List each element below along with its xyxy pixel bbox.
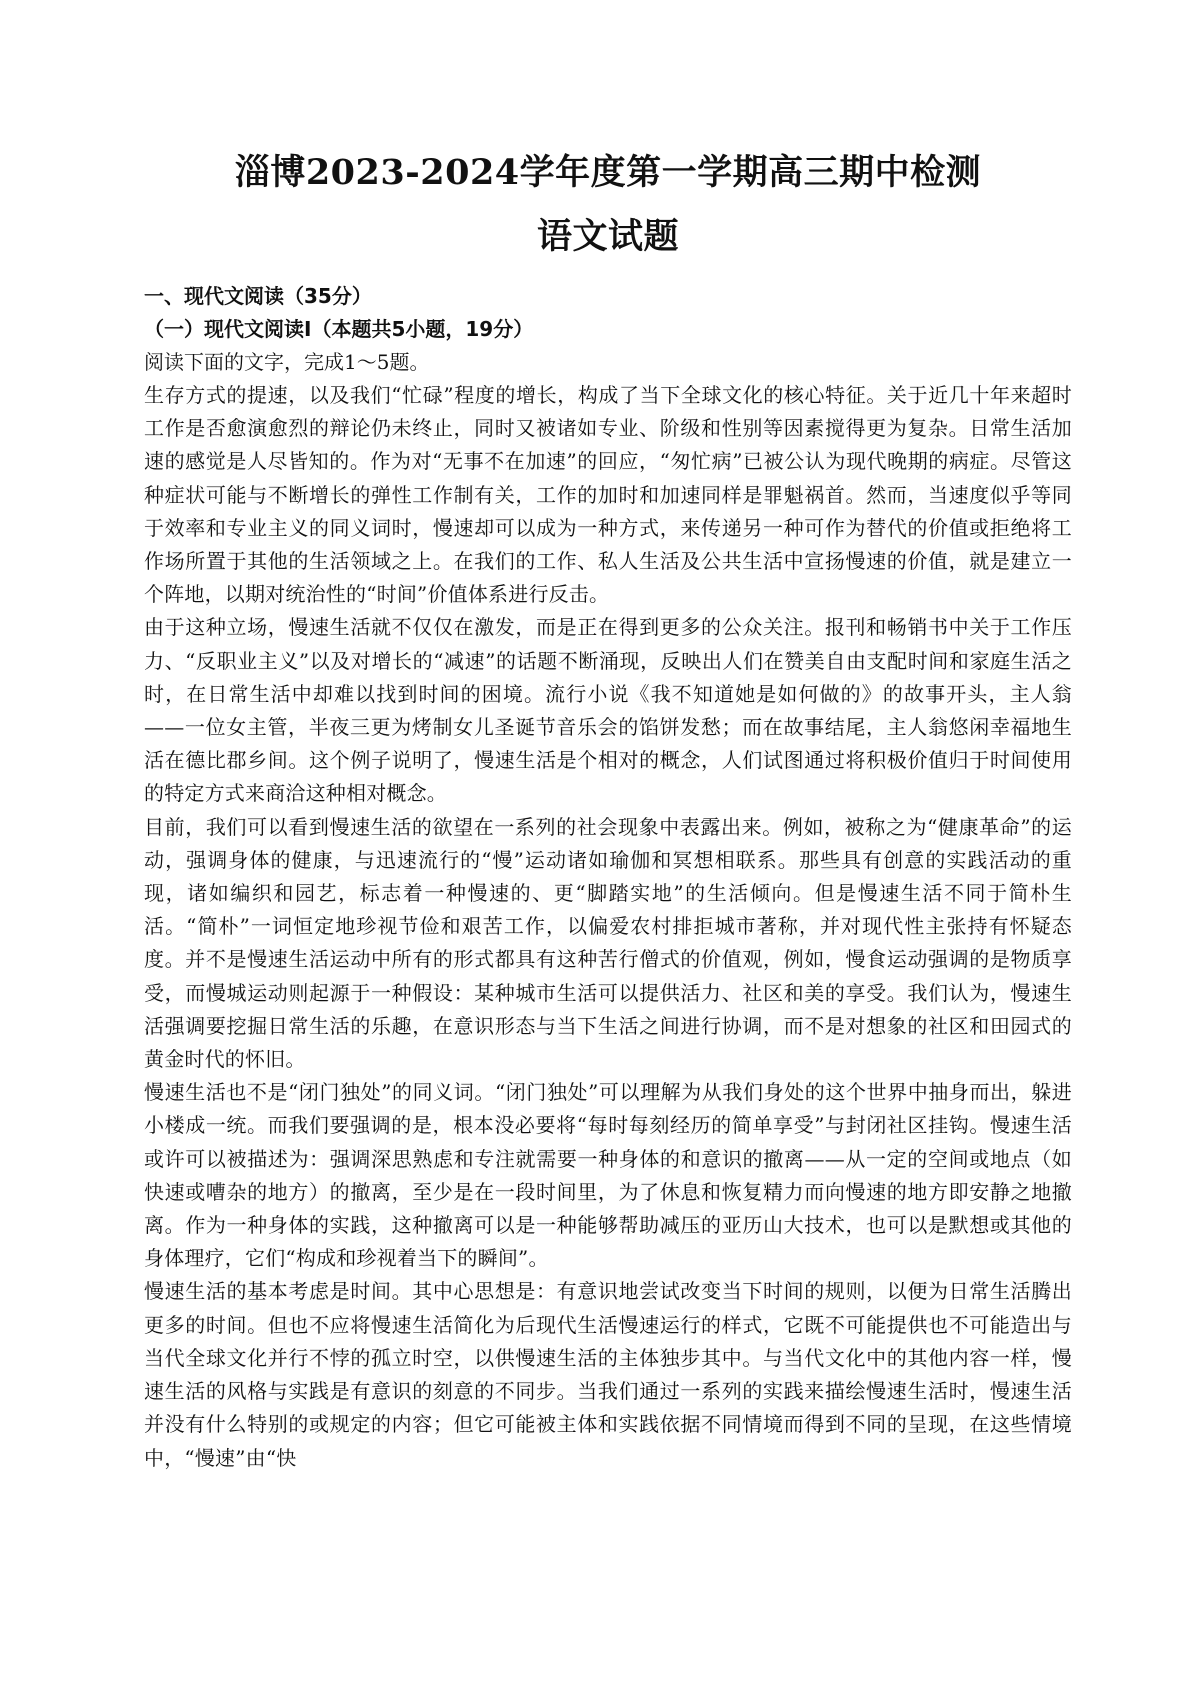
passage-paragraph: 目前，我们可以看到慢速生活的欲望在一系列的社会现象中表露出来。例如，被称之为“健康革命”的运动，强调身体的健康，与迅速流行的“慢”运动诸如瑜伽和冥想相联系。那些具有创意的实践活动的重现，诸如编织和园艺，标志着一种慢速的、更“脚踏实地”的生活倾向。但是慢速生活不同于简朴生活。“简朴”一词恒定地珍视节俭和艰苦工作，以偏爱农村排拒城市著称，并对现代性主张持有怀疑态度。并不是慢速生活运动中所有的形式都具有这种苦行僧式的价值观，例如，慢食运动强调的是物质享受，而慢城运动则起源于一种假设：某种城市生活可以提供活力、社区和美的享受。我们认为，慢速生活强调要挖掘日常生活的乐趣，在意识形态与当下生活之间进行协调，而不是对想象的社区和田园式的黄金时代的怀旧。 [144,814,1072,1072]
passage-paragraph: 生存方式的提速，以及我们“忙碌”程度的增长，构成了当下全球文化的核心特征。关于近几十年来超时工作是否愈演愈烈的辩论仍未终止，同时又被诸如专业、阶级和性别等因素搅得更为复杂。日常生活加速的感觉是人尽皆知的。作为对“无事不在加速”的回应，“匆忙病”已被公认为现代晚期的病症。尽管这种症状可能与不断增长的弹性工作制有关，工作的加时和加速同样是罪魁祸首。然而，当速度似乎等同于效率和专业主义的同义词时，慢速却可以成为一种方式，来传递另一种可作为替代的价值或拒绝将工作场所置于其他的生活领域之上。在我们的工作、私人生活及公共生活中宣扬慢速的价值，就是建立一个阵地，以期对统治性的“时间”价值体系进行反击。 [144,383,1072,607]
reading-instruction: 阅读下面的文字，完成1～5题。 [144,350,430,374]
section-heading: 一、现代文阅读（35分） [144,284,372,308]
passage-paragraph: 慢速生活的基本考虑是时间。其中心思想是：有意识地尝试改变当下时间的规则，以便为日常生活腾出更多的时间。但也不应将慢速生活简化为后现代生活慢速运行的样式，它既不可能提供也不可能造出与当代全球文化并行不悖的孤立时空，以供慢速生活的主体独步其中。与当代文化中的其他内容一样，慢速生活的风格与实践是有意识的刻意的不同步。当我们通过一系列的实践来描绘慢速生活时，慢速生活并没有什么特别的或规定的内容；但它可能被主体和实践依据不同情境而得到不同的呈现，在这些情境中，“慢速”由“快 [144,1279,1072,1470]
passage-paragraph: 由于这种立场，慢速生活就不仅仅在激发，而是正在得到更多的公众关注。报刊和畅销书中关于工作压力、“反职业主义”以及对增长的“减速”的话题不断涌现，反映出人们在赞美自由支配时间和家庭生活之时，在日常生活中却难以找到时间的困境。流行小说《我不知道她是如何做的》的故事开头，主人翁——一位女主管，半夜三更为烤制女儿圣诞节音乐会的馅饼发愁；而在故事结尾，主人翁悠闲幸福地生活在德比郡乡间。这个例子说明了，慢速生活是个相对的概念，人们试图通过将积极价值归于时间使用的特定方式来商洽这种相对概念。 [144,615,1072,806]
section-subheading: （一）现代文阅读Ⅰ（本题共5小题，19分） [144,317,534,341]
passage-paragraph: 慢速生活也不是“闭门独处”的同义词。“闭门独处”可以理解为从我们身处的这个世界中抽身而出，躲进小楼成一统。而我们要强调的是，根本没必要将“每时每刻经历的简单享受”与封闭社区挂钩。慢速生活或许可以被描述为：强调深思熟虑和专注就需要一种身体的和意识的撤离——从一定的空间或地点（如快速或嘈杂的地方）的撤离，至少是在一段时间里，为了休息和恢复精力而向慢速的地方即安静之地撤离。作为一种身体的实践，这种撤离可以是一种能够帮助减压的亚历山大技术，也可以是默想或其他的身体理疗，它们“构成和珍视着当下的瞬间”。 [144,1080,1072,1271]
reading-passage [144,379,1072,1475]
exam-subtitle: 语文试题 [536,216,679,257]
exam-title: 淄博2023-2024学年度第一学期高三期中检测 [234,152,982,193]
